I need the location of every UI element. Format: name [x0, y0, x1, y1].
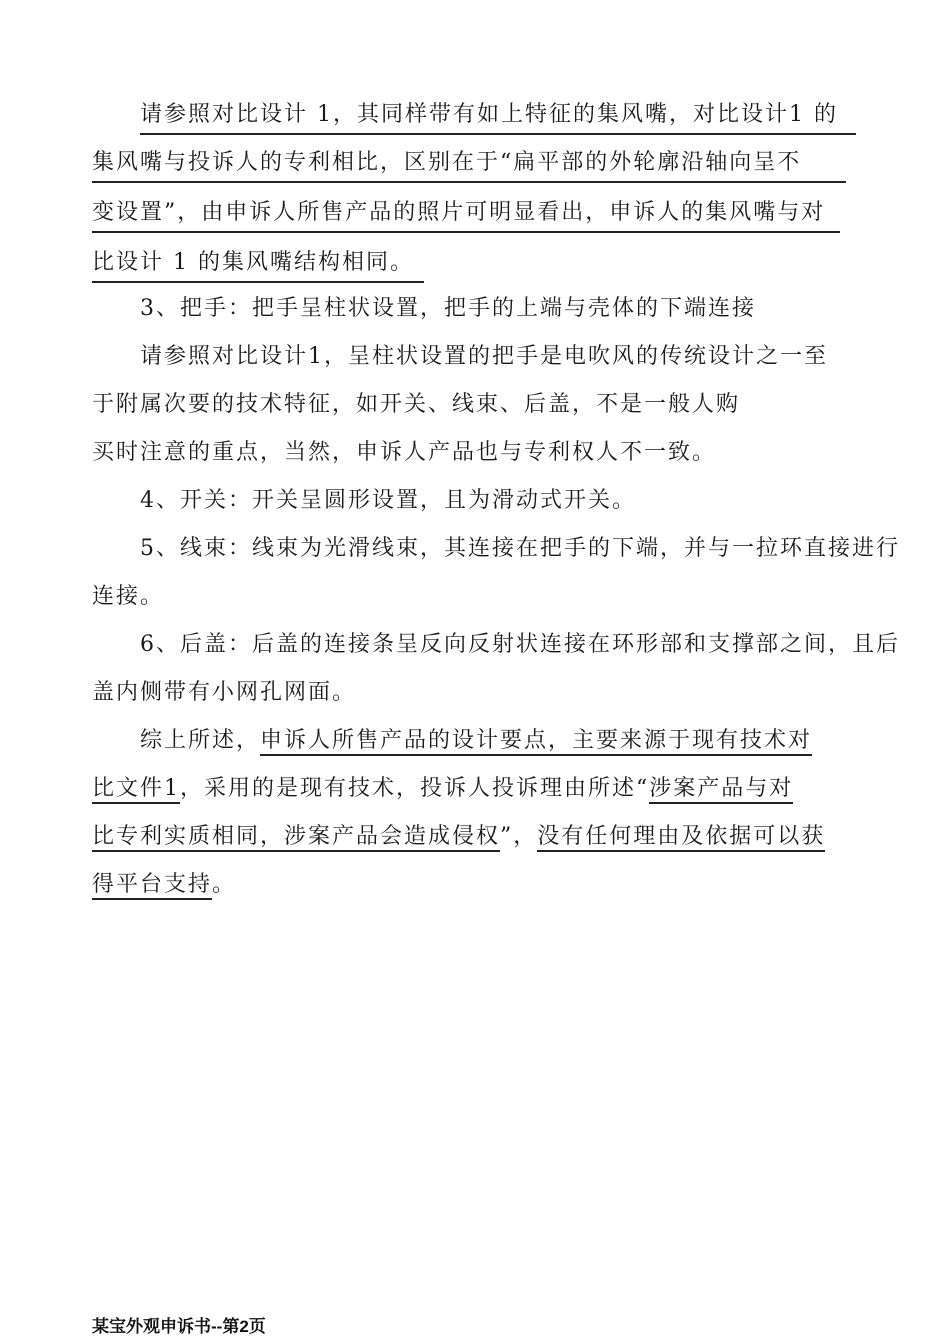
- paragraph-7-line-4: [92, 868, 236, 902]
- paragraph-3-line-3: 买时注意的重点，当然，申诉人产品也与专利权人不一致。: [92, 440, 717, 465]
- paragraph-5-line-1: 5、线束：线束为光滑线束，其连接在把手的下端，并与一拉环直接进行: [140, 536, 900, 561]
- paragraph-3-line-1: 请参照对比设计1，呈柱状设置的把手是电吹风的传统设计之一至: [140, 344, 828, 369]
- paragraph-6-line-2: 盖内侧带有小网孔网面。: [92, 680, 357, 705]
- plain-phrase: 。: [212, 872, 237, 897]
- summary-lead: 综上所述，: [140, 728, 261, 753]
- underlined-phrase: 比文件1: [92, 776, 180, 804]
- paragraph-3-line-2: 于附属次要的技术特征，如开关、线束、后盖，不是一般人购: [92, 392, 741, 417]
- paragraph-7-line-1: [140, 724, 812, 758]
- paragraph-1-line-4: 比设计 1 的集风嘴结构相同。: [92, 246, 424, 283]
- paragraph-1-line-1: 请参照对比设计 1，其同样带有如上特征的集风嘴，对比设计1 的: [140, 98, 856, 135]
- paragraph-7-line-2: [92, 772, 793, 806]
- underlined-phrase: 申诉人所售产品的设计要点，主要来源于现有技术对: [260, 728, 812, 756]
- paragraph-7-line-3: [92, 820, 825, 854]
- paragraph-5-line-2: 连接。: [92, 584, 165, 609]
- plain-phrase: ，采用的是现有技术，投诉人投诉理由所述“: [180, 776, 650, 801]
- paragraph-6-line-1: 6、后盖：后盖的连接条呈反向反射状连接在环形部和支撑部之间，且后: [140, 632, 900, 657]
- paragraph-switch: 4、开关：开关呈圆形设置，且为滑动式开关。: [140, 488, 636, 513]
- paragraph-1-line-3: 变设置”，由申诉人所售产品的照片可明显看出，申诉人的集风嘴与对: [92, 196, 840, 233]
- underlined-phrase: 得平台支持: [92, 872, 212, 900]
- underlined-phrase: 比专利实质相同，涉案产品会造成侵权: [92, 824, 500, 852]
- plain-phrase: ”，: [500, 824, 538, 849]
- underlined-phrase: 涉案产品与对: [649, 776, 793, 804]
- paragraph-1-line-2: 集风嘴与投诉人的专利相比，区别在于“扁平部的外轮廓沿轴向呈不: [92, 146, 846, 183]
- paragraph-handle: 3、把手：把手呈柱状设置，把手的上端与壳体的下端连接: [140, 296, 756, 321]
- page-footer: 某宝外观申诉书--第2页: [92, 1317, 266, 1336]
- underlined-phrase: 没有任何理由及依据可以获: [537, 824, 825, 852]
